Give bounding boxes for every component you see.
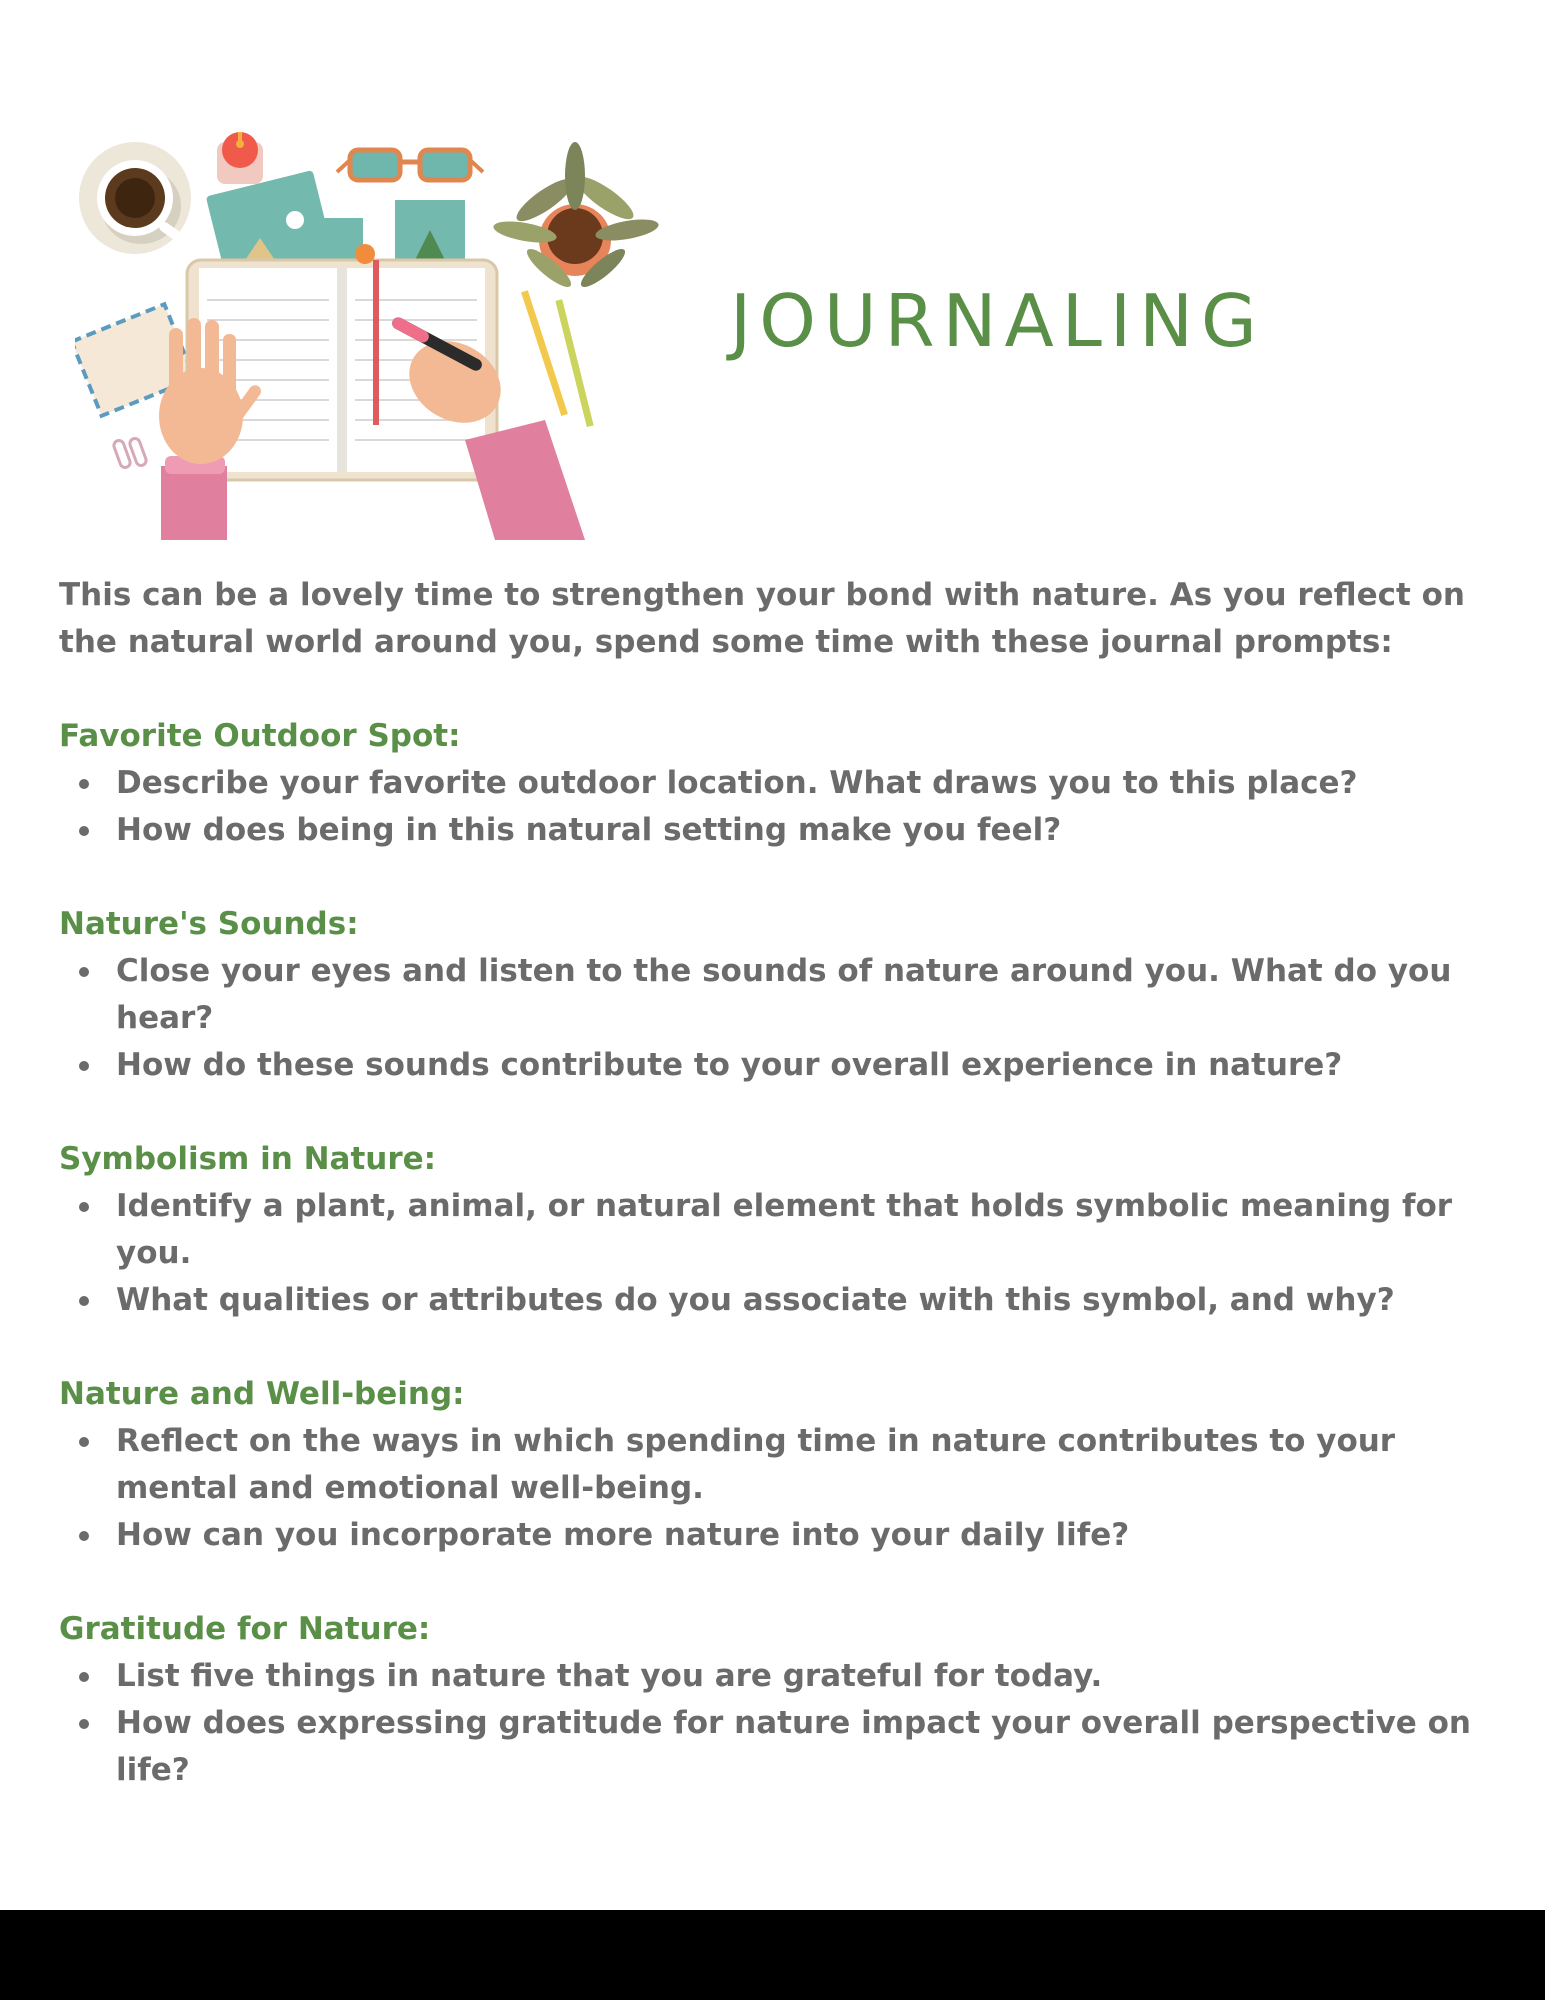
prompt-text: Close your eyes and listen to the sounds of nature around you. What do you hear? (116, 953, 1452, 1036)
page-title: JOURNALING (730, 279, 1265, 363)
bullet-icon (79, 1672, 89, 1682)
bottom-black-bar (0, 1910, 1545, 2000)
section-favorite-outdoor-spot (59, 713, 1499, 854)
prompt-list (59, 1418, 1499, 1559)
section-heading: Gratitude for Nature: (59, 1611, 431, 1647)
potted-plant-icon (492, 142, 660, 292)
bullet-icon (79, 779, 89, 789)
prompt-text: How can you incorporate more nature into your daily life? (116, 1517, 1130, 1553)
prompt-list (59, 1653, 1499, 1794)
bullet-icon (79, 826, 89, 836)
prompt-item (59, 948, 1499, 1042)
bullet-icon (79, 1719, 89, 1729)
prompt-item (59, 807, 1499, 854)
prompt-item (59, 1277, 1499, 1324)
prompt-text: How does expressing gratitude for nature impact your overall perspective on life? (116, 1705, 1471, 1788)
bullet-icon (79, 1296, 89, 1306)
prompt-text: Identify a plant, animal, or natural element that holds symbolic meaning for you. (116, 1188, 1453, 1271)
prompt-text: How does being in this natural setting make you feel? (116, 812, 1062, 848)
prompt-text: How do these sounds contribute to your overall experience in nature? (116, 1047, 1343, 1083)
section-heading: Symbolism in Nature: (59, 1141, 437, 1177)
glasses-icon (337, 150, 483, 180)
section-heading: Nature and Well-being: (59, 1376, 465, 1412)
paper-clip-icon (113, 437, 148, 469)
pencil-icon (521, 290, 594, 427)
intro-paragraph: This can be a lovely time to strengthen your bond with nature. As you reflect on the natural world around you, spend some time with these journal prompts: (59, 577, 1466, 660)
prompt-item (59, 1653, 1499, 1700)
journaling-desk-illustration (75, 120, 675, 540)
bullet-icon (79, 1061, 89, 1071)
prompt-text: What qualities or attributes do you associate with this symbol, and why? (116, 1282, 1395, 1318)
prompt-item (59, 1512, 1499, 1559)
prompt-item (59, 1700, 1499, 1794)
prompt-item (59, 760, 1499, 807)
candle-icon (217, 132, 263, 184)
section-symbolism-in-nature (59, 1136, 1499, 1324)
bullet-icon (79, 1531, 89, 1541)
prompt-item (59, 1418, 1499, 1512)
prompt-item (59, 1042, 1499, 1089)
bullet-icon (79, 1202, 89, 1212)
section-heading: Nature's Sounds: (59, 906, 359, 942)
prompt-text: Describe your favorite outdoor location. What draws you to this place? (116, 765, 1358, 801)
coffee-cup-icon (79, 142, 191, 254)
prompt-list (59, 948, 1499, 1089)
section-heading: Favorite Outdoor Spot: (59, 718, 461, 754)
bullet-icon (79, 967, 89, 977)
journal-content (59, 572, 1499, 1841)
section-gratitude-for-nature (59, 1606, 1499, 1794)
bullet-icon (79, 1437, 89, 1447)
prompt-text: List five things in nature that you are grateful for today. (116, 1658, 1103, 1694)
section-nature-and-well-being (59, 1371, 1499, 1559)
section-natures-sounds (59, 901, 1499, 1089)
prompt-item (59, 1183, 1499, 1277)
prompt-list (59, 1183, 1499, 1324)
prompt-list (59, 760, 1499, 854)
prompt-text: Reflect on the ways in which spending time in nature contributes to your mental and emotional well-being. (116, 1423, 1396, 1506)
